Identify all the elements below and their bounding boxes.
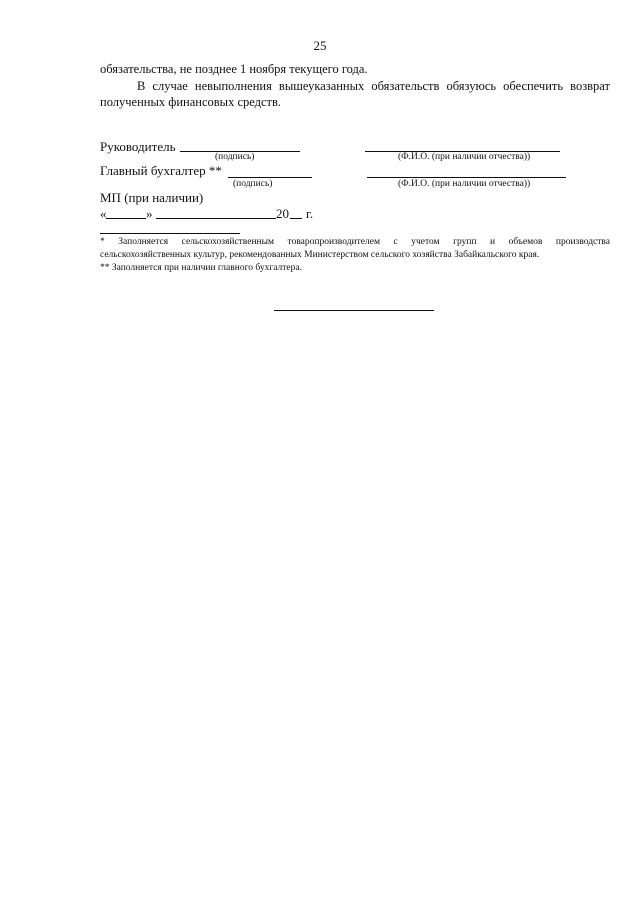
paragraph-line-3: полученных финансовых средств. — [100, 95, 282, 109]
closing-rule — [274, 310, 434, 311]
accountant-signature-line — [228, 177, 312, 178]
head-name-caption: (Ф.И.О. (при наличии отчества)) — [398, 152, 531, 162]
head-label: Руководитель — [100, 139, 176, 154]
date-open-quote: « — [100, 206, 107, 221]
date-close-quote: » — [146, 206, 153, 221]
footnote-2: ** Заполняется при наличии главного бухгалтера. — [100, 263, 302, 273]
head-signature-caption: (подпись) — [215, 152, 255, 162]
date-year-line — [290, 218, 302, 219]
footnote-separator — [100, 233, 240, 234]
paragraph-line-2: В случае невыполнения вышеуказанных обязательств обязуюсь обеспечить возврат — [137, 79, 610, 93]
date-day-line — [106, 218, 146, 219]
date-year-suffix: г. — [306, 206, 314, 221]
accountant-name-line — [367, 177, 566, 178]
accountant-signature-caption: (подпись) — [233, 179, 273, 189]
accountant-label: Главный бухгалтер ** — [100, 163, 222, 178]
footnote-1-line-1: * Заполняется сельскохозяйственным товаропроизводителем с учетом групп и объемов производства — [100, 237, 610, 247]
footnote-1-line-2: сельскохозяйственных культур, рекомендованных Министерством сельского хозяйства Забайкальского края. — [100, 250, 540, 260]
date-month-line — [156, 218, 276, 219]
page-number: 25 — [313, 38, 327, 53]
paragraph-line-1: обязательства, не позднее 1 ноября текущего года. — [100, 62, 368, 76]
date-year-prefix: 20 — [276, 206, 289, 221]
stamp-label: МП (при наличии) — [100, 190, 204, 205]
accountant-name-caption: (Ф.И.О. (при наличии отчества)) — [398, 179, 531, 189]
